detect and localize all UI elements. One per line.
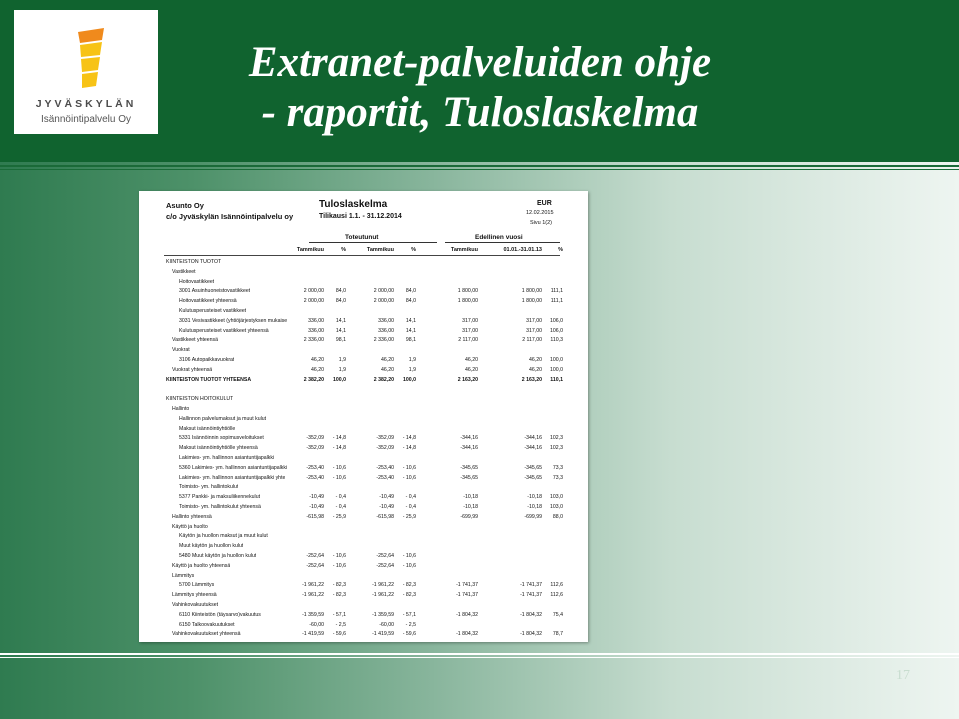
row-label: 5377 Pankki- ja maksuliikennekulut xyxy=(179,494,261,501)
row-value: - 0,4 xyxy=(405,504,416,510)
table-row xyxy=(139,298,588,308)
row-value: 1 800,00 xyxy=(457,288,478,295)
row-value: -10,18 xyxy=(463,504,478,510)
row-value: 46,20 xyxy=(465,366,478,373)
row-value: 46,20 xyxy=(465,357,478,363)
row-label: Kulutusperusteiset vastikkeet yhteensä xyxy=(179,327,269,334)
row-label: 3001 Asuinhuoneistovastikkeet xyxy=(179,288,251,295)
row-label: Hallinto xyxy=(172,406,190,412)
row-value: 84,0 xyxy=(335,298,346,305)
row-value: - 14,8 xyxy=(332,435,346,442)
table-row xyxy=(139,622,588,632)
row-value: 336,00 xyxy=(378,327,394,334)
row-value: -60,00 xyxy=(379,621,394,628)
table-row xyxy=(139,455,588,465)
logo-flame-icon xyxy=(76,28,106,88)
table-row xyxy=(139,543,588,553)
row-value: -10,49 xyxy=(309,494,324,501)
row-value: 14,1 xyxy=(405,317,416,324)
table-row xyxy=(139,367,588,377)
top-divider-thin xyxy=(0,169,959,170)
row-value: 1,9 xyxy=(408,366,416,373)
table-row xyxy=(139,445,588,455)
row-label: Vahinkovakuutukset xyxy=(172,602,219,608)
row-value: 2 382,20 xyxy=(373,376,394,383)
row-value: - 59,6 xyxy=(402,631,416,638)
row-value: 46,20 xyxy=(311,366,324,373)
row-value: -1 741,37 xyxy=(456,582,478,589)
table-row xyxy=(139,612,588,622)
table-row xyxy=(139,524,588,534)
row-value: 1 800,00 xyxy=(457,298,478,305)
table-row xyxy=(139,279,588,289)
row-value: 336,00 xyxy=(378,317,394,324)
row-value: - 10,6 xyxy=(332,562,346,569)
row-value: -253,40 xyxy=(306,464,324,471)
logo-subtitle: Isännöintipalvelu Oy xyxy=(40,114,132,125)
row-value: 102,3 xyxy=(550,445,563,452)
row-value: 1,9 xyxy=(408,357,416,363)
table-row xyxy=(139,553,588,563)
row-label: 3031 Vesivastikkeet (yhtiöjärjestyksen mukaise xyxy=(179,317,288,324)
row-value: -1 804,32 xyxy=(456,631,478,638)
row-value: -352,09 xyxy=(306,435,324,442)
table-row xyxy=(139,406,588,416)
report-title: Tuloslaskelma xyxy=(319,199,388,210)
row-label: Maksut isännöintiyhtiölle yhteensä xyxy=(179,445,258,452)
row-label: KIINTEISTÖN TUOTOT xyxy=(166,259,222,265)
row-label: 3106 Autopaikkavuokrat xyxy=(179,357,235,363)
row-value: -344,16 xyxy=(524,435,542,442)
row-value: -615,98 xyxy=(306,513,324,520)
table-row xyxy=(139,504,588,514)
row-value: 1,9 xyxy=(338,357,346,363)
table-row xyxy=(139,386,588,396)
report-screenshot xyxy=(139,191,588,642)
row-label: Lakimies- ym. hallinnon asiantuntijapalkki xyxy=(179,455,275,461)
row-label: Käytön ja huollon maksut ja muut kulut xyxy=(179,533,268,540)
row-value: 317,00 xyxy=(526,317,542,324)
row-value: - 82,3 xyxy=(402,592,416,599)
report-company: Asunto Oy xyxy=(166,201,204,210)
row-label: Hallinnon palvelumaksut ja muut kulut xyxy=(179,415,267,422)
row-value: 317,00 xyxy=(462,317,478,324)
table-row xyxy=(139,631,588,641)
row-value: 75,4 xyxy=(552,611,563,618)
row-value: -1 359,59 xyxy=(372,611,394,618)
row-label: Vastikkeet yhteensä xyxy=(172,337,219,344)
row-value: -345,65 xyxy=(460,464,478,471)
logo-name: JYVÄSKYLÄN xyxy=(35,98,137,110)
row-value: 103,0 xyxy=(550,494,563,501)
row-value: 103,0 xyxy=(550,504,563,510)
table-row xyxy=(139,494,588,504)
row-value: 2 000,00 xyxy=(303,288,324,295)
row-label: 6150 Talkoovakuutukset xyxy=(179,621,235,628)
table-row xyxy=(139,533,588,543)
row-value: 111,1 xyxy=(550,288,563,295)
row-value: 2 000,00 xyxy=(373,288,394,295)
row-value: -252,64 xyxy=(306,553,324,559)
row-label: KIINTEISTÖN HOITOKULUT xyxy=(166,396,234,403)
row-value: -1 419,59 xyxy=(302,631,324,638)
row-value: -253,40 xyxy=(306,474,324,481)
row-value: 73,3 xyxy=(552,464,563,471)
row-value: -10,18 xyxy=(463,494,478,501)
row-value: 110,1 xyxy=(550,376,563,383)
row-label: Toimisto- ym. hallintokulut xyxy=(179,484,239,491)
table-row xyxy=(139,347,588,357)
row-value: - 14,8 xyxy=(332,445,346,452)
row-label: KIINTEISTÖN TUOTOT YHTEENSÄ xyxy=(166,376,252,383)
row-label: Toimisto- ym. hallintokulut yhteensä xyxy=(179,504,261,510)
row-value: 336,00 xyxy=(308,317,324,324)
row-value: 2 382,20 xyxy=(303,376,324,383)
row-label: Vuokrat yhteensä xyxy=(172,366,213,373)
row-value: 2 336,00 xyxy=(373,337,394,344)
row-value: 100,0 xyxy=(550,366,563,373)
row-value: - 57,1 xyxy=(402,611,416,618)
row-value: 112,6 xyxy=(550,582,563,589)
row-value: - 25,9 xyxy=(402,513,416,520)
row-value: -253,40 xyxy=(376,464,394,471)
row-value: - 14,8 xyxy=(402,435,416,442)
table-row xyxy=(139,318,588,328)
row-value: - 10,6 xyxy=(402,562,416,569)
row-value: -1 419,59 xyxy=(372,631,394,638)
table-row xyxy=(139,328,588,338)
row-value: -344,16 xyxy=(524,445,542,452)
row-value: 98,1 xyxy=(335,337,346,344)
row-label: 6110 Kiinteistön (täysarvo)vakuutus xyxy=(179,611,261,618)
row-value: -615,98 xyxy=(376,513,394,520)
row-value: 46,20 xyxy=(311,357,324,363)
row-value: - 10,6 xyxy=(402,474,416,481)
row-value: - 82,3 xyxy=(332,582,346,589)
row-value: 102,3 xyxy=(550,435,563,442)
row-value: -252,64 xyxy=(376,553,394,559)
title-bar xyxy=(0,0,959,162)
company-logo xyxy=(14,10,158,134)
row-value: 106,0 xyxy=(550,327,563,334)
row-value: 106,0 xyxy=(550,317,563,324)
column-header: % xyxy=(341,247,346,253)
row-value: - 57,1 xyxy=(332,611,346,618)
row-value: - 82,3 xyxy=(402,582,416,589)
table-row xyxy=(139,465,588,475)
row-value: 1 800,00 xyxy=(521,298,542,305)
table-row xyxy=(139,592,588,602)
row-value: - 2,5 xyxy=(405,621,416,628)
group-underline-previous xyxy=(445,242,560,243)
row-value: -1 804,32 xyxy=(520,631,542,638)
row-value: -345,65 xyxy=(524,474,542,481)
row-value: 100,0 xyxy=(403,376,416,383)
report-page: Sivu 1(2) xyxy=(530,220,553,226)
report-currency: EUR xyxy=(537,200,552,207)
table-row xyxy=(139,259,588,269)
row-label: Vuokrat xyxy=(172,347,190,354)
row-value: 46,20 xyxy=(529,357,542,363)
row-label: 5331 Isännöinnin sopimusveloitukset xyxy=(179,435,264,442)
table-row xyxy=(139,288,588,298)
row-value: 2 000,00 xyxy=(303,298,324,305)
table-row xyxy=(139,269,588,279)
row-value: 2 117,00 xyxy=(522,337,542,344)
column-header: % xyxy=(558,247,563,253)
row-value: -60,00 xyxy=(309,621,324,628)
report-period: Tilikausi 1.1. - 31.12.2014 xyxy=(319,213,402,220)
column-header: 01.01.-31.01.13 xyxy=(503,247,542,253)
row-value: - 14,8 xyxy=(402,445,416,452)
row-value: - 0,4 xyxy=(335,504,346,510)
row-label: Hallinto yhteensä xyxy=(172,513,212,520)
row-value: 46,20 xyxy=(381,366,394,373)
row-value: 2 117,00 xyxy=(458,337,478,344)
row-value: -352,09 xyxy=(376,445,394,452)
row-value: 112,6 xyxy=(550,592,563,599)
row-value: -10,49 xyxy=(379,494,394,501)
row-value: 2 336,00 xyxy=(303,337,324,344)
row-value: -352,09 xyxy=(306,445,324,452)
row-value: 98,1 xyxy=(405,337,416,344)
row-value: -344,16 xyxy=(460,445,478,452)
row-value: -252,64 xyxy=(306,562,324,569)
column-header: % xyxy=(411,247,416,253)
row-label: 5480 Muut käytön ja huollon kulut xyxy=(179,553,257,559)
row-value: 317,00 xyxy=(462,327,478,334)
row-label: Hoitovastikkeet xyxy=(179,278,215,285)
row-value: -1 961,22 xyxy=(372,592,394,599)
row-label: Muut käytön ja huollon kulut xyxy=(179,543,244,550)
row-value: -352,09 xyxy=(376,435,394,442)
row-value: 14,1 xyxy=(335,327,346,334)
row-label: Vahinkovakuutukset yhteensä xyxy=(172,631,241,638)
row-value: -699,99 xyxy=(460,513,478,520)
row-value: - 2,5 xyxy=(335,621,346,628)
row-value: 110,3 xyxy=(550,337,563,344)
slide-title-line-1: Extranet-palveluiden ohje xyxy=(248,39,712,86)
row-label: Maksut isännöintiyhtiölle xyxy=(179,425,236,432)
row-value: - 10,6 xyxy=(402,464,416,471)
row-value: -10,18 xyxy=(527,504,542,510)
table-row xyxy=(139,475,588,485)
row-value: -1 741,37 xyxy=(520,592,542,599)
row-value: -1 741,37 xyxy=(456,592,478,599)
row-value: -1 804,32 xyxy=(520,611,542,618)
row-label: Vastikkeet xyxy=(172,268,196,275)
row-label: Lämmitys xyxy=(172,572,195,579)
row-label: Kulutusperusteiset vastikkeet xyxy=(179,308,247,314)
table-row xyxy=(139,337,588,347)
row-value: 84,0 xyxy=(335,288,346,295)
row-value: -10,18 xyxy=(527,494,542,501)
row-value: -344,16 xyxy=(460,435,478,442)
row-value: - 0,4 xyxy=(335,494,346,501)
row-value: 84,0 xyxy=(405,288,416,295)
row-value: 88,0 xyxy=(552,513,563,520)
group-header-current: Toteutunut xyxy=(345,234,379,241)
table-row xyxy=(139,514,588,524)
row-value: -699,99 xyxy=(524,513,542,520)
row-label: Lämmitys yhteensä xyxy=(172,592,217,599)
row-value: 84,0 xyxy=(405,298,416,305)
row-value: 14,1 xyxy=(335,317,346,324)
slide-title xyxy=(170,38,790,138)
row-value: -252,64 xyxy=(376,562,394,569)
row-value: - 25,9 xyxy=(332,513,346,520)
column-header: Tammikuu xyxy=(450,247,478,253)
row-value: 73,3 xyxy=(552,474,563,481)
top-divider xyxy=(0,165,959,167)
row-value: 111,1 xyxy=(550,298,563,305)
row-value: 100,0 xyxy=(550,357,563,363)
row-label: Käyttö ja huolto yhteensä xyxy=(172,562,231,569)
row-value: 100,0 xyxy=(333,376,346,383)
table-row xyxy=(139,573,588,583)
row-value: 317,00 xyxy=(526,327,542,334)
report-date: 12.02.2015 xyxy=(526,210,554,216)
table-row xyxy=(139,357,588,367)
row-value: -1 804,32 xyxy=(456,611,478,618)
row-value: 1 800,00 xyxy=(521,288,542,295)
row-value: - 10,6 xyxy=(332,474,346,481)
table-row xyxy=(139,582,588,592)
table-row xyxy=(139,308,588,318)
row-value: -1 961,22 xyxy=(372,582,394,589)
header-divider xyxy=(164,255,560,256)
row-value: -10,49 xyxy=(309,504,324,510)
row-value: - 10,6 xyxy=(332,553,346,559)
row-label: Käyttö ja huolto xyxy=(172,523,208,530)
row-value: -1 961,22 xyxy=(302,592,324,599)
table-row xyxy=(139,416,588,426)
row-value: - 10,6 xyxy=(332,464,346,471)
row-value: 2 000,00 xyxy=(373,298,394,305)
bottom-divider xyxy=(0,653,959,655)
page-number: 17 xyxy=(896,668,910,683)
row-label: 5700 Lämmitys xyxy=(179,582,215,589)
row-value: -10,49 xyxy=(379,504,394,510)
row-label: 5360 Lakimies- ym. hallinnon asiantuntijapalkki xyxy=(179,464,288,471)
bottom-divider-thin xyxy=(0,657,959,658)
row-value: 78,7 xyxy=(552,631,563,638)
row-label: Lakimies- ym. hallinnon asiantuntijapalkki yhte xyxy=(179,474,286,481)
row-value: -1 961,22 xyxy=(302,582,324,589)
table-row xyxy=(139,484,588,494)
group-underline-current xyxy=(309,242,437,243)
row-value: - 0,4 xyxy=(405,494,416,501)
column-header: Tammikuu xyxy=(366,247,394,253)
row-label: Hoitovastikkeet yhteensä xyxy=(179,298,237,305)
row-value: 14,1 xyxy=(405,327,416,334)
row-value: -1 741,37 xyxy=(520,582,542,589)
slide-title-line-2: - raportit, Tuloslaskelma xyxy=(261,89,699,136)
row-value: -345,65 xyxy=(524,464,542,471)
table-row xyxy=(139,377,588,387)
row-value: - 82,3 xyxy=(332,592,346,599)
report-company-address: c/o Jyväskylän Isännöintipalvelu oy xyxy=(166,212,294,221)
row-value: -345,65 xyxy=(460,474,478,481)
row-value: 1,9 xyxy=(338,366,346,373)
table-row xyxy=(139,563,588,573)
row-value: - 59,6 xyxy=(332,631,346,638)
table-row xyxy=(139,396,588,406)
row-value: 2 163,20 xyxy=(457,376,478,383)
table-row xyxy=(139,602,588,612)
group-header-previous: Edellinen vuosi xyxy=(475,234,523,241)
table-row xyxy=(139,426,588,436)
row-value: 46,20 xyxy=(381,357,394,363)
row-value: -1 359,59 xyxy=(302,611,324,618)
table-row xyxy=(139,435,588,445)
row-value: - 10,6 xyxy=(402,553,416,559)
row-value: 46,20 xyxy=(529,366,542,373)
column-header: Tammikuu xyxy=(296,247,324,253)
row-value: 336,00 xyxy=(308,327,324,334)
row-value: 2 163,20 xyxy=(521,376,542,383)
row-value: -253,40 xyxy=(376,474,394,481)
